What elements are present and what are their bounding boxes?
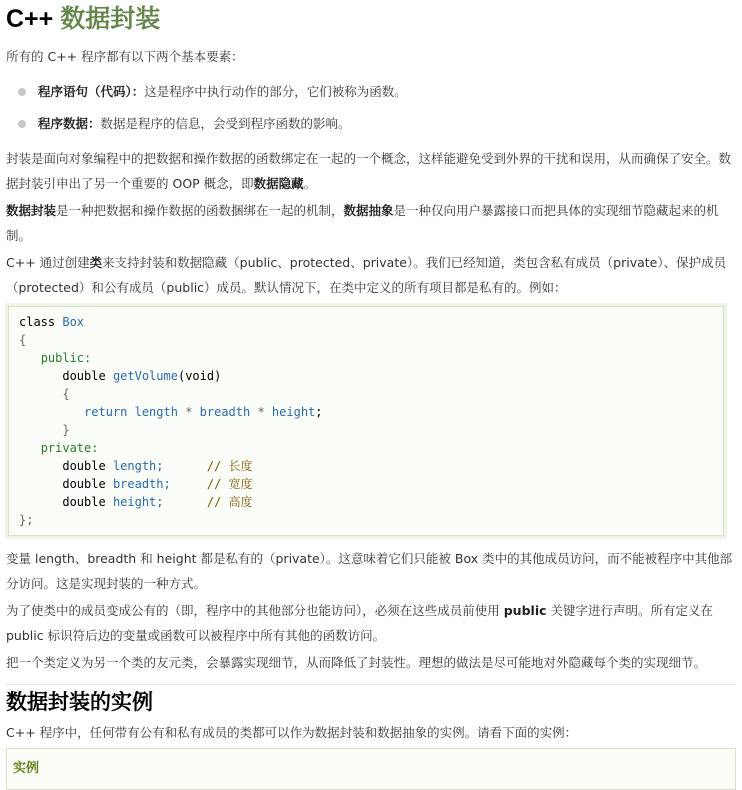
example-label: 实例: [13, 761, 40, 776]
elements-list: [18, 78, 718, 142]
code-block: class Box { public: double getVolume(void) { return length * breadth * height; } private: double length; // 长度 double breadth; // 宽度 double height; // 高度 };: [8, 306, 724, 536]
bullet-icon: [18, 88, 26, 96]
paragraph-abstraction: 数据封装是一种把数据和操作数据的函数捆绑在一起的机制，数据抽象是一种仅向用户暴露接口而把具体的实现细节隐藏起来的机制。: [6, 203, 719, 243]
list-item: 程序数据：数据是程序的信息，会受到程序函数的影响。: [18, 110, 718, 142]
paragraph-class-support: C++ 通过创建类来支持封装和数据隐藏（public、protected、private）。我们已经知道，类包含私有成员（private）、保护成员（protected）和公有成员（public）成员。默认情况下，在类中定义的所有项目都是私有的。例如：: [6, 255, 727, 295]
paragraph-friend-class: 把一个类定义为另一个类的友元类，会暴露实现细节，从而降低了封装性。理想的做法是尽可能地对外隐藏每个类的实现细节。: [6, 655, 707, 670]
list-item: 程序语句（代码）：这是程序中执行动作的部分，它们被称为函数。: [18, 78, 718, 110]
paragraph-public-keyword: 为了使类中的成员变成公有的（即，程序中的其他部分也能访问），必须在这些成员前使用 public 关键字进行声明。所有定义在 public 标识符后边的变量或函数可以被程序中所有其他的函数访问。: [6, 603, 713, 643]
paragraph-example-intro: C++ 程序中，任何带有公有和私有成员的类都可以作为数据封装和数据抽象的实例。请看下面的实例：: [6, 725, 578, 740]
section-title: 数据封装的实例: [6, 684, 736, 719]
intro-text: 所有的 C++ 程序都有以下两个基本要素：: [6, 49, 244, 64]
paragraph-encapsulation: 封装是面向对象编程中的把数据和操作数据的函数绑定在一起的一个概念，这样能避免受到外界的干扰和误用，从而确保了安全。数据封装引申出了另一个重要的 OOP 概念，即数据隐藏。: [6, 151, 732, 191]
paragraph-private-vars: 变量 length、breadth 和 height 都是私有的（private）。这意味着它们只能被 Box 类中的其他成员访问，而不能被程序中其他部分访问。这是实现封装的一种方式。: [6, 551, 733, 591]
page-title: C++ 数据封装: [6, 5, 161, 33]
page-title-highlight: 数据封装: [60, 5, 161, 33]
example-box: [6, 748, 736, 790]
bullet-icon: [18, 120, 26, 128]
